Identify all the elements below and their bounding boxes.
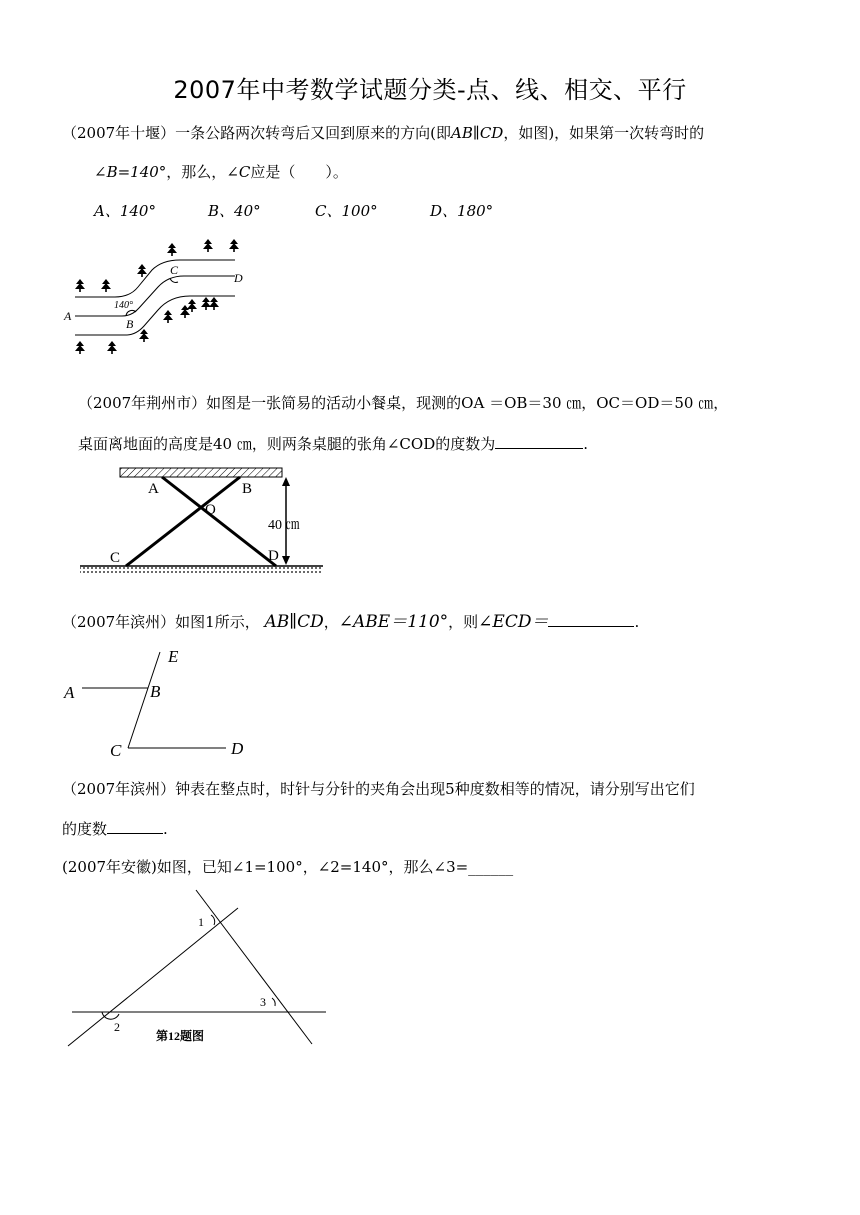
q3-angle-ecd: ∠ECD＝: [478, 612, 549, 632]
q1-road-figure: [60, 232, 260, 362]
q5-line-falling: [196, 890, 312, 1044]
road-upper-edge: [75, 260, 235, 297]
q1-option-c: C、100°: [315, 202, 378, 220]
q5-angle-2-arc: [102, 1012, 119, 1019]
q2-line2-end: .: [583, 435, 589, 453]
arrow-head-up: [282, 477, 290, 486]
q1-option-d: D、180°: [430, 202, 494, 220]
q1-angle-label: 140°: [114, 300, 133, 311]
q2-label-o: O: [205, 502, 216, 518]
q2-label-c: C: [110, 550, 121, 566]
q2-line1: （2007年荆州市）如图是一张简易的活动小餐桌，现测的OA ＝OB＝30 ㎝，OC＝OD＝50 ㎝，: [78, 394, 729, 412]
q1-option-a: A、140°: [94, 202, 156, 220]
q2-height-label: 40 ㎝: [268, 518, 300, 533]
q5-label-2: 2: [114, 1020, 120, 1034]
q3-label-a: A: [64, 683, 75, 702]
q5-line: (2007年安徽)如图，已知∠1=100°，∠2=140°，那么∠3=______: [62, 858, 514, 876]
q1-label-b: B: [126, 317, 134, 331]
q4-line1: （2007年滨州）钟表在整点时，时针与分针的夹角会出现5种度数相等的情况，请分别写出它们: [62, 780, 695, 798]
q1-line2: [94, 161, 348, 182]
table-leg-bc: [126, 477, 240, 566]
q2-label-a: A: [148, 481, 159, 497]
q3-sep: ，: [323, 613, 339, 631]
q1-line1-pre: （2007年十堰）一条公路两次转弯后又回到原来的方向(即: [62, 124, 452, 142]
q1-label-a: A: [64, 309, 72, 323]
q3-label-c: C: [110, 741, 122, 760]
q3-end: .: [634, 613, 640, 631]
arrow-head-down: [282, 556, 290, 565]
q3-label-e: E: [168, 647, 179, 666]
q2-table-figure: [78, 462, 328, 580]
q4-line2-end: .: [163, 820, 168, 838]
q3-parallel: AB∥CD: [264, 612, 324, 632]
angle-c-arc: [170, 278, 178, 282]
table-leg-ad: [162, 477, 276, 566]
q3-pre: （2007年滨州）如图1所示，: [62, 613, 260, 631]
page-title: 2007年中考数学试题分类-点、线、相交、平行: [173, 76, 687, 104]
q3-line: [62, 607, 639, 632]
q1-line1: [62, 122, 704, 143]
q1-line1-post: ，如图)，如果第一次转弯时的: [503, 124, 705, 142]
q4-line2: [62, 818, 168, 839]
q1-line2-mid: ，那么，: [166, 163, 227, 181]
q1-option-b: B、40°: [208, 202, 261, 220]
q5-label-1: 1: [198, 915, 204, 929]
q2-answer-blank: [495, 434, 583, 449]
ground-texture: [80, 567, 323, 574]
q2-line2-text: 桌面离地面的高度是40 ㎝，则两条桌腿的张角∠COD的度数为: [78, 435, 496, 453]
q3-label-d: D: [231, 739, 244, 758]
q4-answer-blank: [107, 819, 163, 834]
q3-label-b: B: [150, 682, 161, 701]
q4-line2-text: 的度数: [62, 820, 108, 838]
q3-mid: ，则: [448, 613, 479, 631]
q1-angle-c: ∠C: [226, 163, 251, 181]
q1-label-d: D: [234, 271, 243, 285]
q5-label-3: 3: [260, 995, 266, 1009]
q5-caption: 第12题图: [156, 1029, 205, 1043]
table-top: [120, 468, 282, 477]
q3-figure: [60, 642, 260, 767]
q5-angle-3-arc: [272, 998, 275, 1006]
q1-angle-b: ∠B=140°: [94, 163, 167, 181]
q3-answer-blank: [548, 612, 634, 627]
q1-parallel: AB∥CD: [451, 124, 504, 142]
q2-label-b: B: [242, 481, 253, 497]
q2-label-d: D: [268, 548, 279, 564]
q3-angle-abe: ∠ABE＝110°: [338, 612, 449, 632]
q5-angle-1-arc: [211, 915, 215, 925]
q1-label-c: C: [170, 263, 179, 277]
q2-line2: [78, 433, 588, 454]
q1-line2-post: 应是（ ）。: [250, 163, 348, 181]
q5-line-rising: [68, 908, 238, 1046]
q5-figure: [64, 888, 334, 1053]
